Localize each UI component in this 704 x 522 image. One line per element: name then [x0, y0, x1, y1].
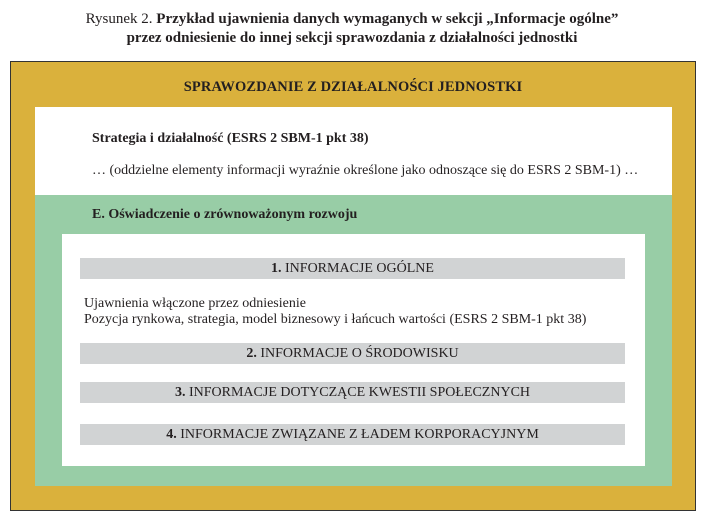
strategy-title: Strategia i działalność (ESRS 2 SBM-1 pkt 38) [92, 131, 369, 146]
strategy-section [35, 107, 672, 195]
section-label: INFORMACJE DOTYCZĄCE KWESTII SPOŁECZNYCH [188, 385, 531, 400]
sustainability-statement-content [62, 234, 645, 466]
inclusion-line-1: Ujawnienia włączone przez odniesienie [84, 296, 306, 311]
section-label: INFORMACJE O ŚRODOWISKU [260, 346, 459, 361]
caption-line-1 [0, 10, 704, 29]
sustainability-statement-box [35, 195, 672, 486]
figure-caption [0, 10, 704, 48]
inclusion-line-2: Pozycja rynkowa, strategia, model biznesowy i łańcuch wartości (ESRS 2 SBM-1 pkt 38) [84, 312, 587, 327]
section-bar-general [80, 258, 625, 279]
inclusion-by-reference [84, 296, 586, 328]
section-number: 1. [271, 261, 282, 276]
section-number: 4. [166, 427, 177, 442]
caption-title-line-1: Przykład ujawnienia danych wymaganych w sekcji „Informacje ogólne” [156, 11, 619, 27]
section-number: 3. [174, 385, 186, 400]
caption-title-line-2: przez odniesienie do innej sekcji sprawozdania z działalności jednostki [126, 30, 578, 46]
strategy-text: … (oddzielne elementy informacji wyraźnie określone jako odnoszące się do ESRS 2 SBM-1) … [92, 163, 639, 178]
section-bar-environment [80, 343, 625, 364]
section-bar-social [80, 382, 625, 403]
management-report-title: SPRAWOZDANIE Z DZIAŁALNOŚCI JEDNOSTKI [183, 79, 523, 95]
caption-prefix: Rysunek 2. [85, 11, 153, 27]
section-label: INFORMACJE OGÓLNE [285, 261, 434, 276]
section-number: 2. [246, 346, 257, 361]
sustainability-statement-title: E. Oświadczenie o zrównoważonym rozwoju [92, 207, 358, 222]
section-bar-governance [80, 424, 625, 445]
management-report-box [10, 61, 696, 511]
section-label: INFORMACJE ZWIĄZANE Z ŁADEM KORPORACYJNYM [180, 427, 539, 442]
